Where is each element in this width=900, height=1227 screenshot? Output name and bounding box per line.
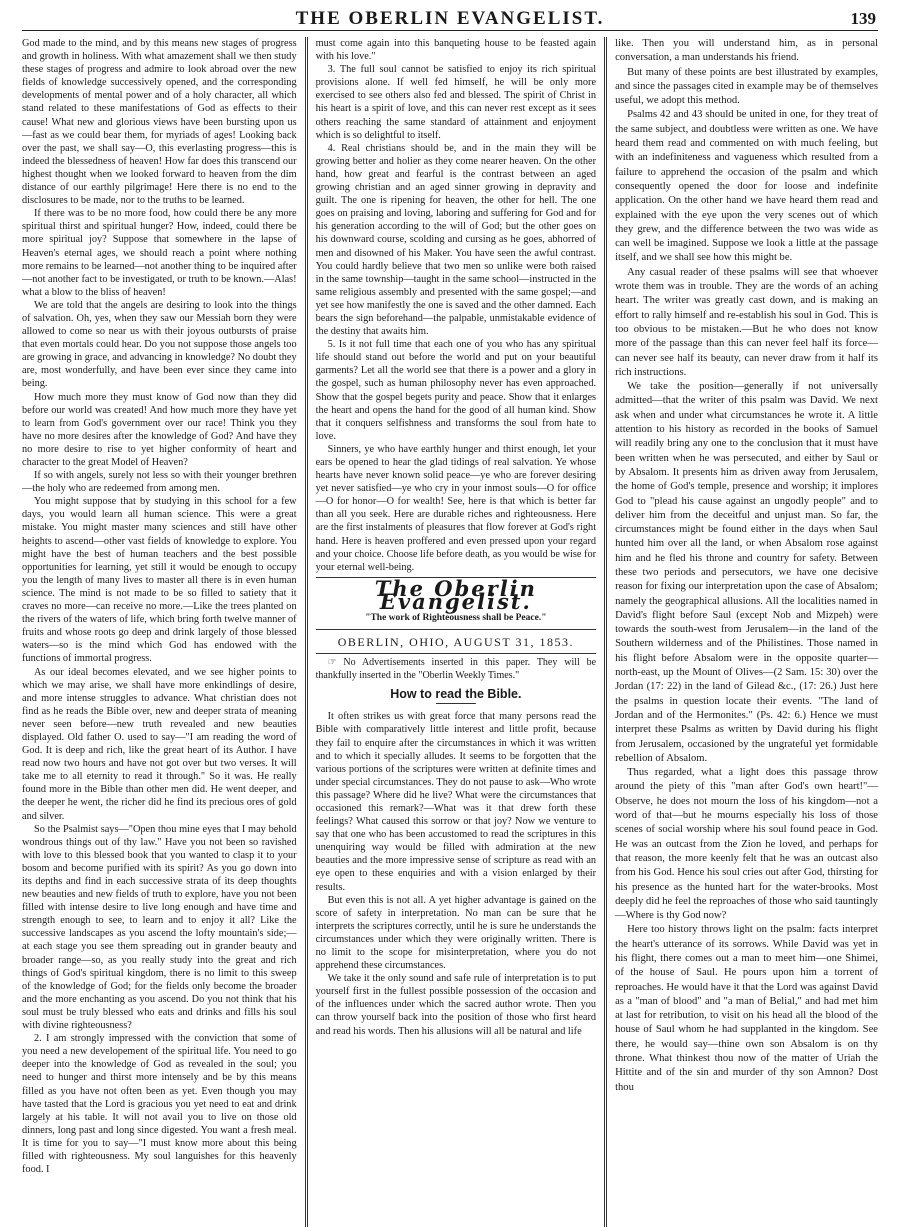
paragraph: 2. I am strongly impressed with the conviction that some of you need a new developement of the spiritual life. You need to go deeper into the knowledge of God as revealed in the soul; you need to hunger and thirst more intensely and be by this means filled as you have not often been as yet. Even though you may have tasted that the Lord is gracious you yet need to eat and drink largely at his table. It will not avail you to live on those old dinners, long past and long since digested. You want a fresh meal. It is time for you to say—"I must know more about this being filled with righteousness. My soul languishes for this heavenly food. I: [22, 1033, 297, 1176]
paragraph: 5. Is it not full time that each one of you who has any spiritual life should stand out before the world and put on your beautiful garments? Let all the world see that there is a power and a glory in the gospel, such as human philosophy never has even approached. Show that the gospel begets purity and peace. Show that it enlarges the heart and opens the hand for the good of all human kind. Show that it conquers selfishness and transforms the soul from hate to love.: [315, 339, 597, 442]
column-right: [604, 37, 878, 1227]
paragraph: must come again into this banqueting house to be feasted again with his love.": [315, 38, 597, 63]
paper-name: The Oberlin Evangelist.: [374, 575, 537, 614]
paragraph: God made to the mind, and by this means new stages of progress and growth in holiness. With what amazement shall we then study these stages of progress and admire to look abroad over the new fields of knowledge successively opened, and the corresponding developments of mental power and of a holy character, all which stand related to these manifestations of God as effects to their cause! What new and glorious views have been bursting upon us—fast as we could bear them, for myriads of ages! Looking back over the past, we shall say—O, this everlasting progress—this is indeed the blessedness of heaven! How far does this transcend our highest thought when we looked forward to heaven from the dim distance of our earthly pilgrimage! Here there is no end to the disclosures to be made, nor to the truths to be learned.: [22, 38, 297, 207]
paragraph: We take the position—generally if not universally admitted—that the writer of this psalm was David. We next ask when and under what circumstances he wrote it. A little attention to his history as recorded in the books of Samuel will readily bring any one to the conclusion that it must have been written when he was persecuted, and either by Saul or by Absalom. It presents him as driven away from Jerusalem, the home of God's temple, presence and worship; it implores God to "plead his cause against an ungodly people" and to deliver him from the deceitful and unjust man. So far, the circumstances might be found either in the days when Saul hunted him over all the land, or when Absalom rose against him and he fled his throne and country for safety. Between these two periods and persecutors, we have one decisive reason for fixing our interpretation upon the case of Absalom; namely the geographical allusions. All the localities named in David's flight before Saul (except Nob and Mizpeh) were towards the south-west from Jerusalem—in the land of the Southern wilderness and of the Philistines. Those named in his flight before Absalom were in the opposite quarter—north-east, up the Mount of Olives—(2 Sam. 15: 30) over the Jordan (17: 22) in the land of Gilead &c., (17: 26.) Just here the psalms in question locate their events. "The land of Jordan and of the Hermonites." (Ps. 42: 6.) Hence we must interpret these Psalms as written by David during his flight from Jerusalem, occasioned by the ungrateful yet formidable rebellion of Absalom.: [615, 381, 878, 764]
divider: [436, 703, 476, 704]
page-number: 139: [850, 9, 876, 28]
dateline: OBERLIN, OHIO, AUGUST 31, 1853.: [337, 635, 574, 650]
advertisement-notice: ☞ No Advertisements inserted in this paper. They will be thankfully inserted in the "Oberlin Weekly Times.": [315, 657, 597, 681]
paragraph: 3. The full soul cannot be satisfied to enjoy its rich spiritual provisions alone. If well fed himself, he will be only more exercised to see others also fed and blessed. The spirit of Christ in his heart is a spirit of love, and this can never rest except as it sees others reaching the same standard of attainment and enjoyment which is so delightful to itself.: [315, 64, 597, 141]
divider: [316, 653, 596, 654]
paper-motto: "The work of Righteousness shall be Peace.": [365, 613, 547, 624]
paragraph: 4. Real christians should be, and in the main they will be growing better and holier as they come nearer heaven. On the other hand, how great and fearful is the contrast between an aged growing christian and an aged sinner growing in depravity and guilt. The one is ripening for heaven, the other for hell. The one goes on praising and loving, laboring and suffering for God and for his generation according to the will of God; but the other goes on his downward course, scolding and cursing as he goes, abhorred of men and disowned of his Maker. You have seen the awful contrast. You could hardly believe that two men so unlike were both raised in the same township—taught in the same school—instructed in the same religious assembly and presented with the same gospel;—and yet see how manifestly the one is saved and the other damned. Each bears the sign beforehand—the palpable, unmistakable evidence of the destiny that awaits him.: [315, 142, 597, 338]
paragraph: Psalms 42 and 43 should be united in one, for they treat of the same subject, and doubtless were written as one. We have heard them read and commented on with much feeling, but with an indefiniteness and vagueness which resulted from a failure to apprehend the occasion of the psalm and which consequently opened the door for loose and indefinite application. On the other hand we have heard them read and explained with the eye upon the very scenes out of which they grew, and the difference between the two was wide as can well be imagined. Suppose we look a little at the passage itself, and we shall see how this might be.: [615, 109, 878, 264]
running-header: [22, 6, 878, 31]
columns: [22, 37, 878, 1227]
paragraph: But even this is not all. A yet higher advantage is gained on the score of safety in interpretation. No man can be sure that he interprets the scriptures correctly, until he is sure he understands the circumstances under which they were originally written. There is no limit to the scope for misinterpretation, where you do not apprehend these circumstances.: [315, 894, 597, 972]
paragraph: So the Psalmist says—"Open thou mine eyes that I may behold wondrous things out of thy law." Have you not been so ravished with love to this blessed book that you wanted to clasp it to your bosom and become purified with its spirit? As you go down into its depths and find in each successive strata of its deep thoughts new beauties and new fields of truth to explore, have you not been filled with intense desire to live long enough and have time and strength enough to see, to learn and to enjoy it all? Like the successive landscapes as you ascend the lofty mountain's side;—at each stage you see them spreading out in grander beauty and broader range—so, as you really study into the great and rich things of God's spiritual kingdom, there is no limit to this sweep of the knowledge of God; for the fields only become the broader and the more enchanting as you ascend. Do you not think that his soul must be truly blessed who eats and drinks and fills his soul with divine righteousness?: [22, 823, 297, 1032]
paragraph: We are told that the angels are desiring to look into the things of salvation. Oh, yes, when they saw our Messiah born they were allowed to come so near us with their joyous outbursts of praise that even mortals could hear. Do you not suppose those angels too are growing in grace, and advancing in knowledge? No doubt they are, most wonderfully, and have been ever since they came into being.: [22, 299, 297, 390]
paragraph: If so with angels, surely not less so with their younger brethren—the holy who are redeemed from among men.: [22, 470, 297, 495]
paragraph: If there was to be no more food, how could there be any more spiritual thirst and spiritual hunger? How, indeed, could there be more spiritual joy? Suppose that somewhere in the lapse of Heaven's eternal ages, we should reach a point where nothing more remains to be learned—not another thing to be inquired after—not another fact to be investigated, or truth to be known.—Alas! what a blow to the bliss of heaven!: [22, 208, 297, 298]
paragraph: like. Then you will understand him, as in personal conversation, a man understands his friend.: [615, 38, 878, 64]
article-title: How to read the Bible.: [390, 687, 522, 702]
paragraph: Here too history throws light on the psalm: facts interpret the heart's utterance of its sorrows. While David was yet in his flight, there comes out a man to meet him—one Shimei, of the house of Saul. He pours upon him a torrent of reproaches. He would have it that the Lord was against David as a "man of blood" and "a man of Belial," and had met him at last for retribution, to visit on his head all the blood of the house of Saul whom he had supplanted in the kingdom. See there, he would say—thine own son Absalom is on thy throne. What thinkest thou now of the matter of Uriah the Hittite and of the sin and murder of thy son Amnon? Dost thou: [615, 924, 878, 1093]
paragraph: You might suppose that by studying in this school for a few days, you would learn all human science. This were a great mistake. You might master many sciences and still have other heights to ascend—other vast fields of knowledge to explore. You might have the best of human teachers and the best possible opportunities for learning, yet still it would be enough to occupy you the length of many lives to master all there is in even human science. The mind is not made to be so filled to satiety that it craves no more—can receive no more.—Like the trees planted on the rivers of the waters of life, which bring forth twelve manner of fruits and whose roots go deep and drink largely of those blessed waters—so is the mind which God has endowed with the functions of immortal progress.: [22, 496, 297, 665]
running-title: THE OBERLIN EVANGELIST.: [295, 8, 605, 29]
paragraph: How much more they must know of God now than they did before our world was created! And how much more they have yet to learn from God's government over our race! Think you they have no more desires after the knowledge of God? And have they no more desire to rise to yet higher conformity of heart and character to the great Model of Heaven?: [22, 391, 297, 468]
paragraph: It often strikes us with great force that many persons read the Bible with comparatively little interest and little profit, because they fail to enquire after the circumstances in which it was written and to which it specially alludes. It seems to be forgotten that the various portions of the scriptures were written at definite times and under special circumstances. They do not pause to ask—Who wrote this passage? Where did he live? What were the circumstances that occasioned this remark?—What was it that drew forth these feelings? What caused this sorrow or that joy? Now we venture to say that one who has been accustomed to read the scriptures in this unenquiring way would be filled with admiration at the new beauties and the more impressive sense of scripture as read with an eye open to these enquiries and with a vision enlarged by their results.: [315, 711, 597, 893]
column-middle: [305, 37, 604, 1227]
paragraph: We take it the only sound and safe rule of interpretation is to put yourself first in the fullest possible possession of the occasion and of the influences under which the sacred author wrote. Then you can throw yourself back into the position of those who first heard and read his words. Then his allusions will all be natural and life: [315, 973, 597, 1037]
divider: [316, 629, 596, 630]
column-left: [22, 37, 305, 1227]
paragraph: As our ideal becomes elevated, and we see higher points to which we may arise, we shall have more enkindlings of desire, and more intense struggles to advance. What christian does not find as he reads the Bible over, new and deeper strata of meaning never seen before—new truth revealed and new beauties displayed. Old father O. used to say—"I am reading the word of God. It is deep and rich, like the great heart of its Author. I have read now two hours and have not got over but two verses. It will take me to all eternity to read it through." So it was. He really found more in the Bible than other men did. He went deeper, and the deeper he went, the richer did he find its precious ores of gold and silver.: [22, 666, 297, 822]
paragraph: Sinners, ye who have earthly hunger and thirst enough, let your ears be opened to hear the glad tidings of real salvation. Ye whose hearts have never known solid peace—ye who are forever desiring yet never satisfied—ye who cry in your inmost souls—O for office—O for honor—O for wealth! See, here is that which is better far than all you seek. Here are durable riches and righteousness. Here are the first instalments of pleasures that flow forever at God's right hand. Here is heaven proffered and even pressed upon your regard and your choice. Choose life before death, as you would be wise for your eternal well-being.: [315, 443, 597, 573]
paragraph: Any casual reader of these psalms will see that whoever wrote them was in trouble. They are the words of an aching heart. The writer was greatly cast down, and is making an effort to rally himself and re-establish his soul in God. This is too obvious to be mistaken.—But he who does not know more of the passage than this can never feel half its force—can never see half its beauty, can never draw from it half its rich instructions.: [615, 266, 878, 378]
paragraph: Thus regarded, what a light does this passage throw around the piety of this "man after God's own heart!"—Observe, he does not mourn the loss of his kingdom—not a word of that—but he mourns especially his loss of those scenes of social worship where his soul found peace in God. He was an outcast from the Zion he loved, and perhaps for that reason, the more keenly felt that he was an outcast also from his God. Hence his soul cries out after God, thirsting for his presence as the hunted hart for the water-brooks. Most deeply did he feel the reproaches of those who said tauntingly—Where is thy God now?: [615, 767, 878, 922]
paragraph: But many of these points are best illustrated by examples, and since the passages cited in example may be of themselves useful, we adopt this method.: [615, 66, 878, 107]
